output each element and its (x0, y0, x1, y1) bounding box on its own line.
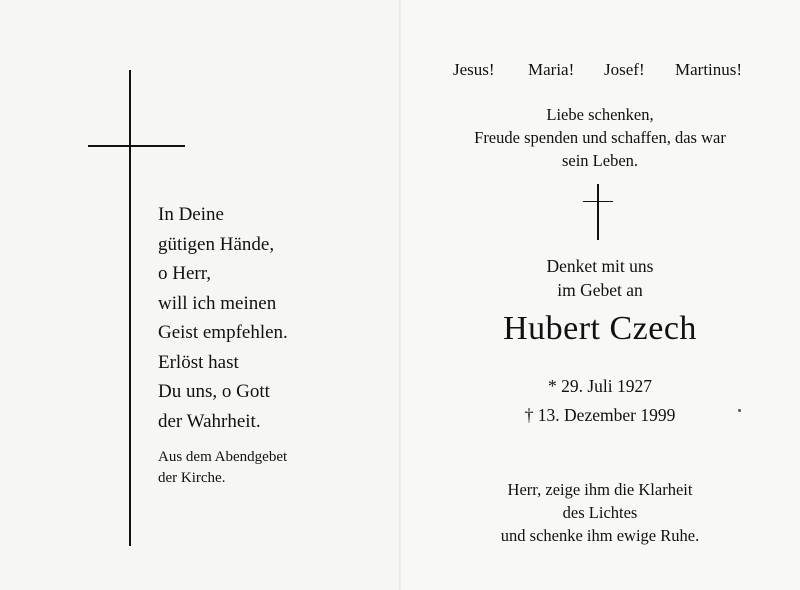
closing-prayer (440, 478, 760, 547)
life-dates (440, 372, 760, 430)
card-fold (399, 0, 401, 590)
verse-line: der Wahrheit. (158, 410, 261, 432)
source-line: der Kirche. (158, 470, 226, 486)
paper-speck (738, 409, 741, 412)
motto-line: Freude spenden und schaffen, das war (474, 128, 726, 147)
motto-line: Liebe schenken, (546, 105, 654, 124)
verse-line: Erlöst hast (158, 351, 239, 373)
prayer-line: und schenke ihm ewige Ruhe. (500, 526, 700, 545)
remember-line: im Gebet an (557, 280, 643, 300)
deceased-name: Hubert Czech (503, 310, 697, 347)
verse-line: Geist empfehlen. (158, 322, 288, 343)
saint-jesus: Jesus! (453, 60, 495, 79)
remember-text (440, 254, 760, 302)
prayer-line: des Lichtes (562, 503, 638, 522)
verse-line: In Deine (158, 204, 224, 225)
source-line: Aus dem Abendgebet (158, 449, 288, 465)
birth-date: * 29. Juli 1927 (547, 376, 653, 396)
saint-martinus: Martinus! (675, 60, 743, 79)
verse-source (158, 447, 287, 489)
verse (158, 200, 288, 436)
remember-line: Denket mit uns (546, 256, 654, 276)
verse-line: will ich meinen (158, 292, 277, 314)
motto-line: sein Leben. (561, 151, 639, 170)
saint-maria: Maria! (528, 60, 575, 79)
motto (440, 103, 760, 172)
verse-line: Du uns, o Gott (158, 381, 270, 402)
verse-line: gütigen Hände, (158, 233, 275, 255)
prayer-line: Herr, zeige ihm die Klarheit (507, 480, 693, 499)
verse-line: o Herr, (158, 263, 212, 284)
death-date: † 13. Dezember 1999 (524, 405, 676, 425)
saint-josef: Josef! (604, 60, 645, 79)
